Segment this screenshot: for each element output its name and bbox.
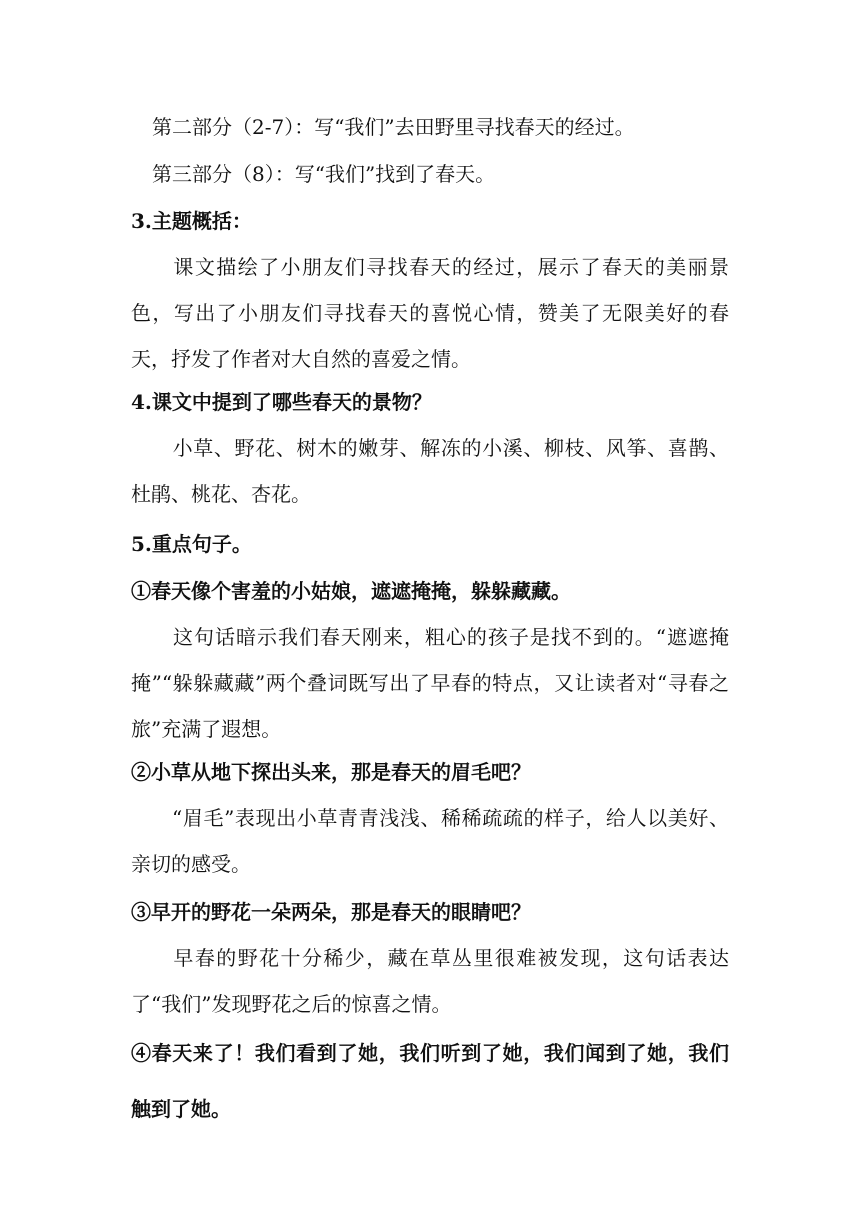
key-sentence-2: ②小草从地下探出头来，那是春天的眉毛吧？ <box>131 760 531 784</box>
structure-part-3: 第三部分（8）：写“我们”找到了春天。 <box>152 162 496 186</box>
theme-heading: 3.主题概括： <box>131 209 252 233</box>
key-sentence-2-explanation <box>131 795 729 887</box>
theme-paragraph <box>131 244 729 382</box>
scenery-paragraph-text: 小草、野花、树木的嫩芽、解冻的小溪、柳枝、风筝、喜鹊、杜鹃、桃花、杏花。 <box>131 436 729 506</box>
key-sentence-3-explanation <box>131 935 729 1027</box>
structure-part-2: 第二部分（2-7）：写“我们”去田野里寻找春天的经过。 <box>152 115 635 139</box>
key-sentence-1: ①春天像个害羞的小姑娘，遮遮掩掩，躲躲藏藏。 <box>131 579 571 603</box>
key-sentence-2-explanation-text: “眉毛”表现出小草青青浅浅、稀稀疏疏的样子，给人以美好、亲切的感受。 <box>131 806 729 876</box>
scenery-heading: 4.课文中提到了哪些春天的景物？ <box>131 390 432 414</box>
scenery-paragraph <box>131 425 729 517</box>
key-sentences-heading: 5.重点句子。 <box>131 532 252 556</box>
key-sentence-4: ④春天来了！我们看到了她，我们听到了她，我们闻到了她，我们触到了她。 <box>131 1041 729 1121</box>
theme-paragraph-text: 课文描绘了小朋友们寻找春天的经过，展示了春天的美丽景色，写出了小朋友们寻找春天的喜悦心情，赞美了无限美好的春天，抒发了作者对大自然的喜爱之情。 <box>131 255 729 371</box>
key-sentence-3: ③早开的野花一朵两朵，那是春天的眼睛吧？ <box>131 900 531 924</box>
key-sentence-3-explanation-text: 早春的野花十分稀少，藏在草丛里很难被发现，这句话表达了“我们”发现野花之后的惊喜之情。 <box>131 946 729 1016</box>
key-sentence-1-explanation-text: 这句话暗示我们春天刚来，粗心的孩子是找不到的。“遮遮掩掩”“躲躲藏藏”两个叠词既写出了早春的特点，又让读者对“寻春之旅”充满了遐想。 <box>131 625 729 741</box>
key-sentence-1-explanation <box>131 614 729 752</box>
